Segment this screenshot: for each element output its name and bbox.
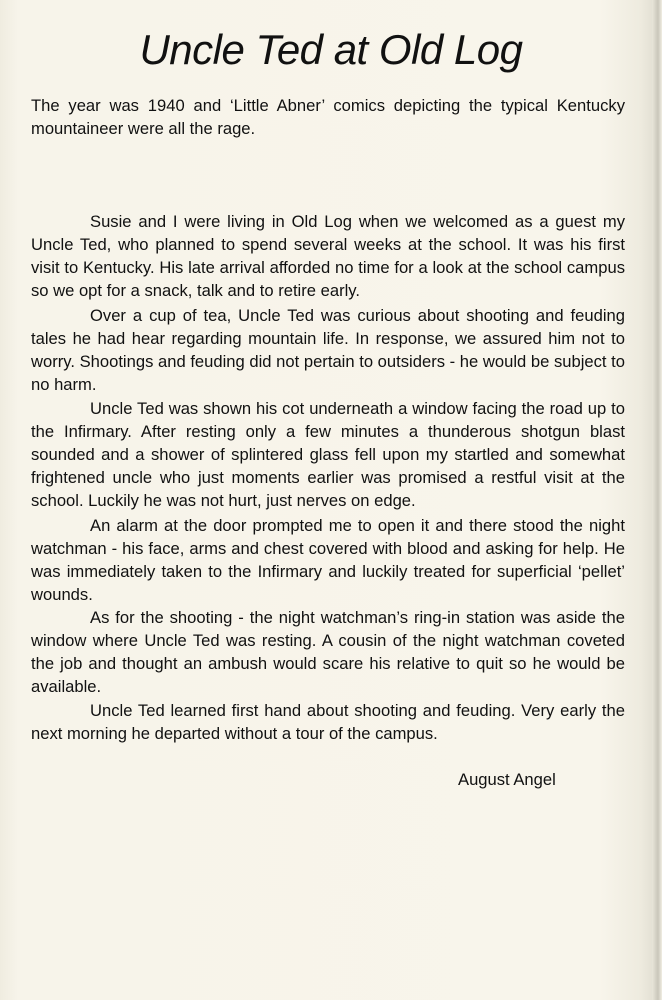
body-paragraph-5: As for the shooting - the night watchman’s ring-in station was aside the window where Uncle Ted was resting. A cousin of the night watchman coveted the job and thought an ambush would scare his relative to quit so he would be available. [31,608,625,696]
body-paragraph-4: An alarm at the door prompted me to open it and there stood the night watchman - his face, arms and chest covered with blood and asking for help. He was immediately taken to the Infirmary and luckily treated for superficial ‘pellet’ wounds. [31,516,625,604]
body-paragraph-3: Uncle Ted was shown his cot underneath a window facing the road up to the Infirmary. After resting only a few minutes a thunderous shotgun blast sounded and a shower of splintered glass fell upon my startled and somewhat frightened uncle who just moments earlier was promised a restful visit at the school. Luckily he was not hurt, just nerves on edge. [31,399,625,510]
article-title: Uncle Ted at Old Log [139,26,523,73]
author-signature: August Angel [458,770,556,789]
page-edge [652,0,662,1000]
body-paragraph-6: Uncle Ted learned first hand about shooting and feuding. Very early the next morning he departed without a tour of the campus. [31,701,625,743]
body-paragraph-1: Susie and I were living in Old Log when we welcomed as a guest my Uncle Ted, who planned to spend several weeks at the school. It was his first visit to Kentucky. His late arrival afforded no time for a look at the school campus so we opt for a snack, talk and to retire early. [31,212,625,300]
intro-paragraph: The year was 1940 and ‘Little Abner’ comics depicting the typical Kentucky mountaineer were all the rage. [31,96,625,138]
body-paragraph-2: Over a cup of tea, Uncle Ted was curious about shooting and feuding tales he had hear regarding mountain life. In response, we assured him not to worry. Shootings and feuding did not pertain to outsiders - he would be subject to no harm. [31,306,625,394]
